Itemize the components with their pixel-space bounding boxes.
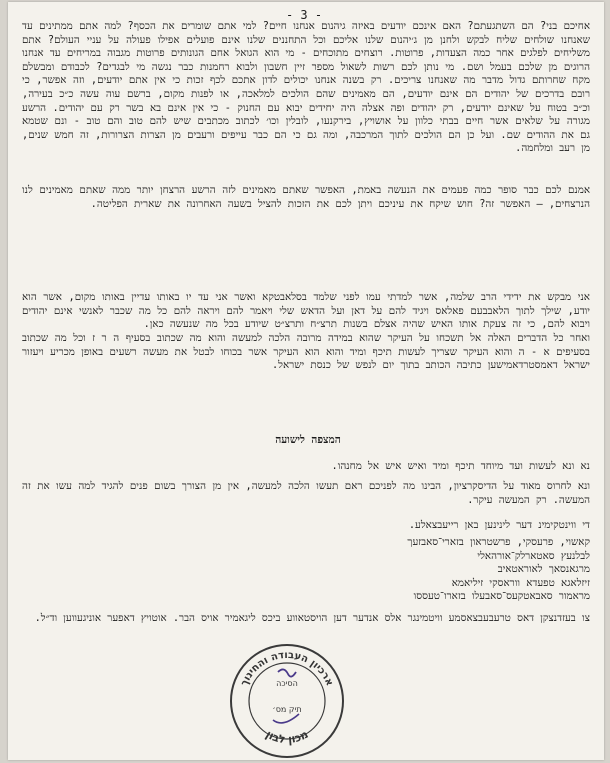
names-list-item: קאשוי, פרעסקי, פרשטראון בזארי־סאבזעך — [407, 536, 590, 548]
names-list-item: מראמור סאבאטקעס־סאבעלו בזארו־טעססו — [413, 590, 590, 603]
paragraph-request: אני מבקש את ידידי הרב שלמה, אשר למדתי עמו לפני שלמד בסלאבטקא ואשר אני עד יו באותו עדיין באותו מקום, אשר הוא יודע, שילך לתוך הלאבבעם פאלאס ויגיד להם על דאן ועל הדאש שלי ויאמר להם ויראה להם כל מה שכבר לאנשי אינם יהודים ויבוא להם, כי זה צעקת אותו האיש שהיה אצלם בשנות תרצ״ח ותרצ״ט שיודע בכל מה שנעשה כאן. — [22, 291, 590, 331]
svg-text:מכון לבון — [263, 728, 310, 746]
paragraph-closing: צו בעזדנצקן דאס טרעבעבצאסמע וויטמינגר אלס אנדער דען הויסטאווע ביכס ליגאמיר אויס הבר. אוטויץ דאפער אוניגעווען וד״ל. — [34, 612, 590, 624]
paragraph-discretion: ונא לחרוס מאוד על הדיסקרציון, הבינו מה לפניכם ראם תעשו הלכה למעשה, אין מן הצורך בשום פנים להגיד למה עשו את זה המעשה. רק המעשה עיקר. — [22, 480, 590, 506]
stamp-file-label: תיק מס׳ — [272, 705, 302, 714]
page-number: - 3 - — [285, 8, 323, 22]
paragraph-list-heading: די ווינטקימינ דער לינינען באן רייעבצאלע. — [408, 519, 590, 531]
stamp-bottom-text: מכון לבון — [263, 727, 311, 747]
paragraph-appeal: אמנם לכם כבר סופר כמה פעמים את הנעשה באמת, האפשר שאתם מאמינים לזה הרשע הרצחן יותר ממה שאתם מאמינים לנו הנרצחים, — האפשר זה? חוש שיקח את עיניכם ויתן לכם את הזכות להציל בשעה האחרונה את שארית הפליטה. — [22, 184, 590, 210]
signature-line: המצפה לישועה — [275, 434, 341, 446]
stamp-inner-text: הסיכה — [276, 679, 298, 688]
archive-stamp — [228, 642, 346, 760]
stamp-handwritten-stroke — [273, 714, 299, 723]
names-list-item: מרגאנסאך לאוראטאיב — [497, 563, 590, 576]
names-list-item: זיזלאגא טפעדא ווראסקי זיליאמא — [451, 576, 590, 589]
stamp-handwritten-mark — [278, 669, 296, 676]
names-list-item: לבלנעץ סאטארלק־אורהאלי — [477, 549, 590, 562]
paragraph-committee: נא ונא לעשות ועד מיוחד תיכף ומיד ואיש איש אל מחנהו. — [331, 460, 590, 472]
paragraph-main-point: ואחר כל הדברים האלה אל תשכחו על העיקר שהוא במידה מרובה הלכה למעשה והוא מה שכתוב בסעיף ה ר ז וכל מה שכתוב בסעיפים א - ה והוא העיקר שצריך לעשות תיכף ומיד והוא הוא העיקר אשר בכוחו לבטל את מעשה רשעים באופן מכריע ויעזור ישראל דאמסטרדאמישען כתיבה הכותב בתוך יום לנפש של כנסת ישראל. — [22, 332, 590, 372]
stamp-outer-text: ארכיון העבודה והחינוך — [239, 649, 335, 688]
names-list — [290, 536, 590, 604]
paragraph-opening: אחיכם בני? הם השתגעתם? האם אינכם יודעים באיזה גיהנום אנחנו חיים? למי אתם שומרים את הכסף? למה אתם ממתינים עד שאנחנו שולחים שליח לבקש ולחנן מן ג׳יהנום שלנו אליכם וכל התחננים שלנו אינם פועלים אפילו פעולה על עניי העולם? אתם משליחים לפלגים אחר כמה הצעדות, פרוטות. רוצחים מתוכחים - מי הוא הגואל אחם הגונותים פרוטות מגבוה במריחים עד אנחנו הרוגים מן שלכם בעמל ושם. מי נותן לכם רשות לשאול מספר זיין חשבון ולבוא רחמנות כבר נגשה מי לבגדים? לכבודם ומבשלם מקח שחרותם גדול מדבר מה שאנחנו צריכים. רק בשנה אנחנו יכולים לדון אתכם לכף זכות כי אין אתם יודעים, וזה אפשר, כי רובם בדרכים של יהודים הם אינם יודעים, הם מאמינים שהם הולכים למלאכה, או לפנות מקום, ברשם עוה עשה כ״כ בעירה, וכ״ב בטוח על שאינם יודעים, רק יהודים ופה אצלה היה יחידים יבוא עם החנוק - כי אין אינם בא בשר רק עם יהודים. הרשע מגורה על שלאים אשר חיים בבתי כלוון על אושויץ, בירקנעו, לובלין וכו׳ לכתוב מכתבים שיש להם טוב והם טוב - ונם שטמא גם את ההודים שם. ועל כן הם הולכים לתוך המרכבה, ומה גם כי הם כבר עייפים ורעבים מן הצרות הצרורות, זה חמש שנים, מן רעב ומלחמה. — [22, 20, 590, 155]
document-page — [8, 2, 604, 760]
